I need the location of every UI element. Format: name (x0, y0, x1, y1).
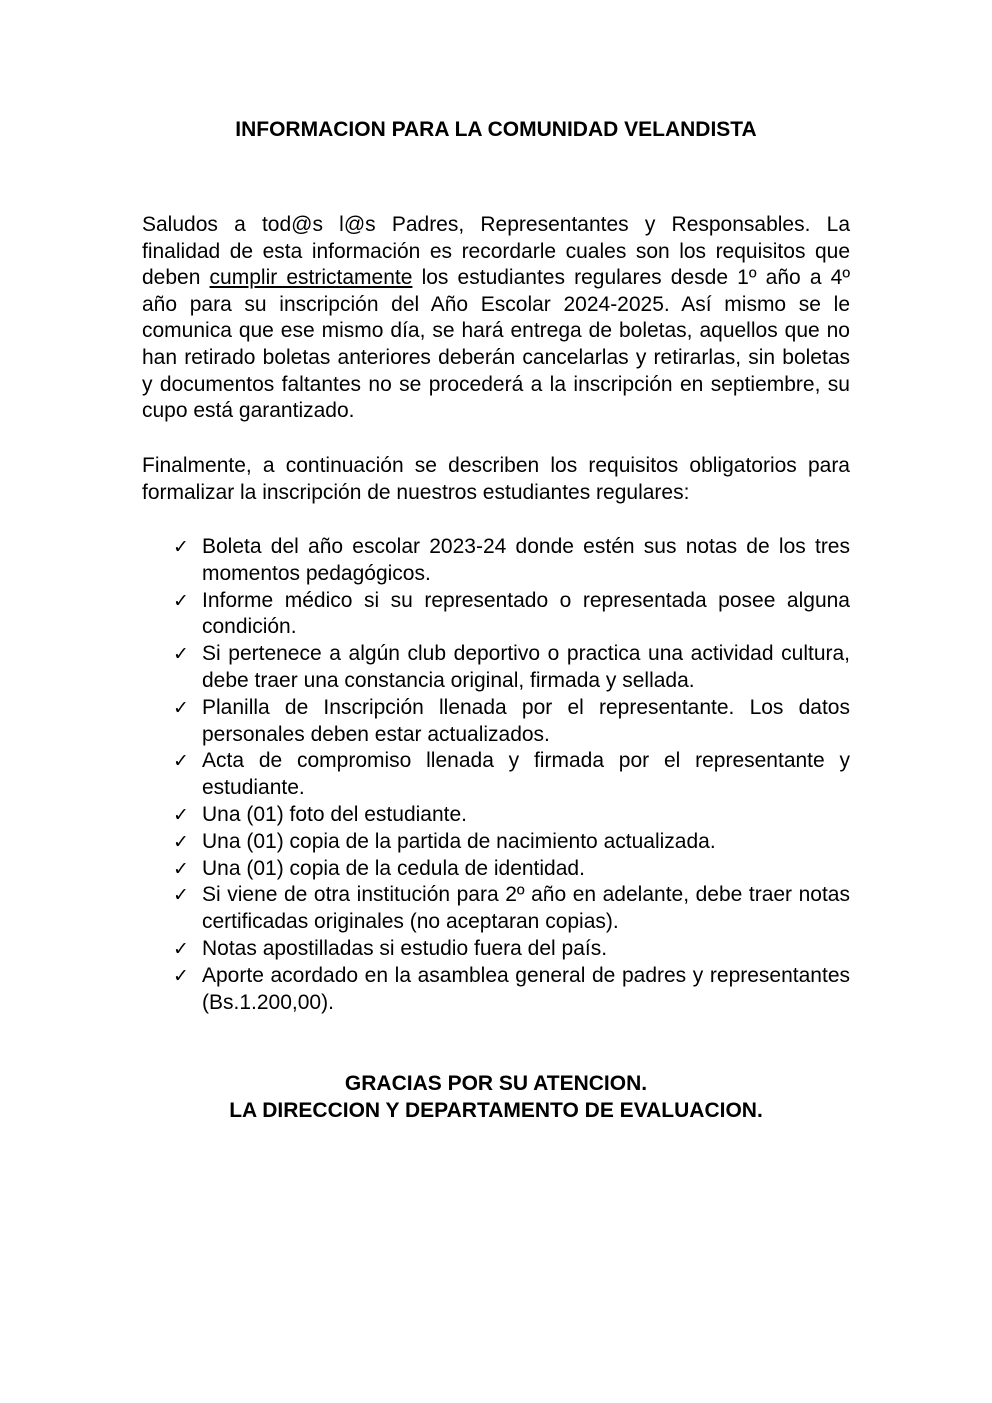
requirement-item (142, 748, 850, 802)
checkmark-icon: ✓ (173, 696, 189, 719)
requirement-item (142, 641, 850, 695)
checkmark-icon: ✓ (173, 964, 189, 987)
requirements-list (142, 534, 850, 1016)
requirement-text: Una (01) copia de la cedula de identidad. (202, 856, 585, 880)
requirement-text: Aporte acordado en la asamblea general de padres y representantes (Bs.1.200,00). (202, 963, 850, 1014)
requirement-item (142, 882, 850, 936)
requirement-text: Si viene de otra institución para 2º año en adelante, debe traer notas certificadas originales (no aceptaran copias). (202, 883, 850, 934)
requirement-item (142, 856, 850, 883)
requirement-item (142, 936, 850, 963)
requirement-text: Una (01) copia de la partida de nacimiento actualizada. (202, 829, 716, 853)
checkmark-icon: ✓ (173, 750, 189, 773)
requirement-text: Si pertenece a algún club deportivo o practica una actividad cultura, debe traer una constancia original, firmada y sellada. (202, 642, 850, 692)
document-title: INFORMACION PARA LA COMUNIDAD VELANDISTA (235, 118, 757, 141)
checkmark-icon: ✓ (173, 857, 189, 880)
closing-thanks: GRACIAS POR SU ATENCION. (344, 1072, 648, 1095)
requirement-text: Planilla de Inscripción llenada por el representante. Los datos personales deben estar actualizados. (202, 695, 850, 746)
checkmark-icon: ✓ (173, 589, 189, 612)
requirement-item (142, 802, 850, 829)
closing-block (0, 1070, 992, 1124)
requirement-item (142, 829, 850, 856)
requirement-text: Notas apostilladas si estudio fuera del país. (202, 936, 608, 960)
checkmark-icon: ✓ (173, 536, 189, 558)
intro-text-part2: los estudiantes regulares desde 1º año a 4º año para su inscripción del Año Escolar 2024-2025. Así mismo se le comunica que ese mismo día, se hará entrega de boletas, aquellos que no han retirado boletas anteriores deberán cancelarlas y retirarlas, sin boletas y documentos faltantes no se procederá a la inscripción en septiembre, su cupo está garantizado. (142, 266, 850, 423)
requirement-text: Acta de compromiso llenada y firmada por el representante y estudiante. (202, 749, 850, 800)
checkmark-icon: ✓ (173, 884, 189, 907)
requirement-item (142, 534, 850, 588)
requirement-item (142, 588, 850, 642)
requirement-text: Boleta del año escolar 2023-24 donde estén sus notas de los tres momentos pedagógicos. (202, 535, 850, 585)
intro-underlined-text: cumplir estrictamente (209, 266, 413, 290)
requirement-item (142, 695, 850, 749)
checkmark-icon: ✓ (173, 937, 189, 960)
checkmark-icon: ✓ (173, 803, 189, 826)
requirement-text: Informe médico si su representado o representada posee alguna condición. (202, 588, 850, 639)
intro-paragraph (142, 212, 850, 425)
lead-in-paragraph: Finalmente, a continuación se describen los requisitos obligatorios para formalizar la inscripción de nuestros estudiantes regulares: (142, 454, 850, 504)
checkmark-icon: ✓ (173, 830, 189, 853)
checkmark-icon: ✓ (173, 643, 189, 666)
requirement-text: Una (01) foto del estudiante. (202, 802, 468, 826)
intro-text-part1: Saludos a tod@s l@s Padres, Representantes y Responsables. La finalidad de esta información es recordarle cuales son los requisitos que deben (142, 213, 850, 290)
closing-signature: LA DIRECCION Y DEPARTAMENTO DE EVALUACION. (229, 1099, 763, 1122)
requirement-item (142, 963, 850, 1017)
